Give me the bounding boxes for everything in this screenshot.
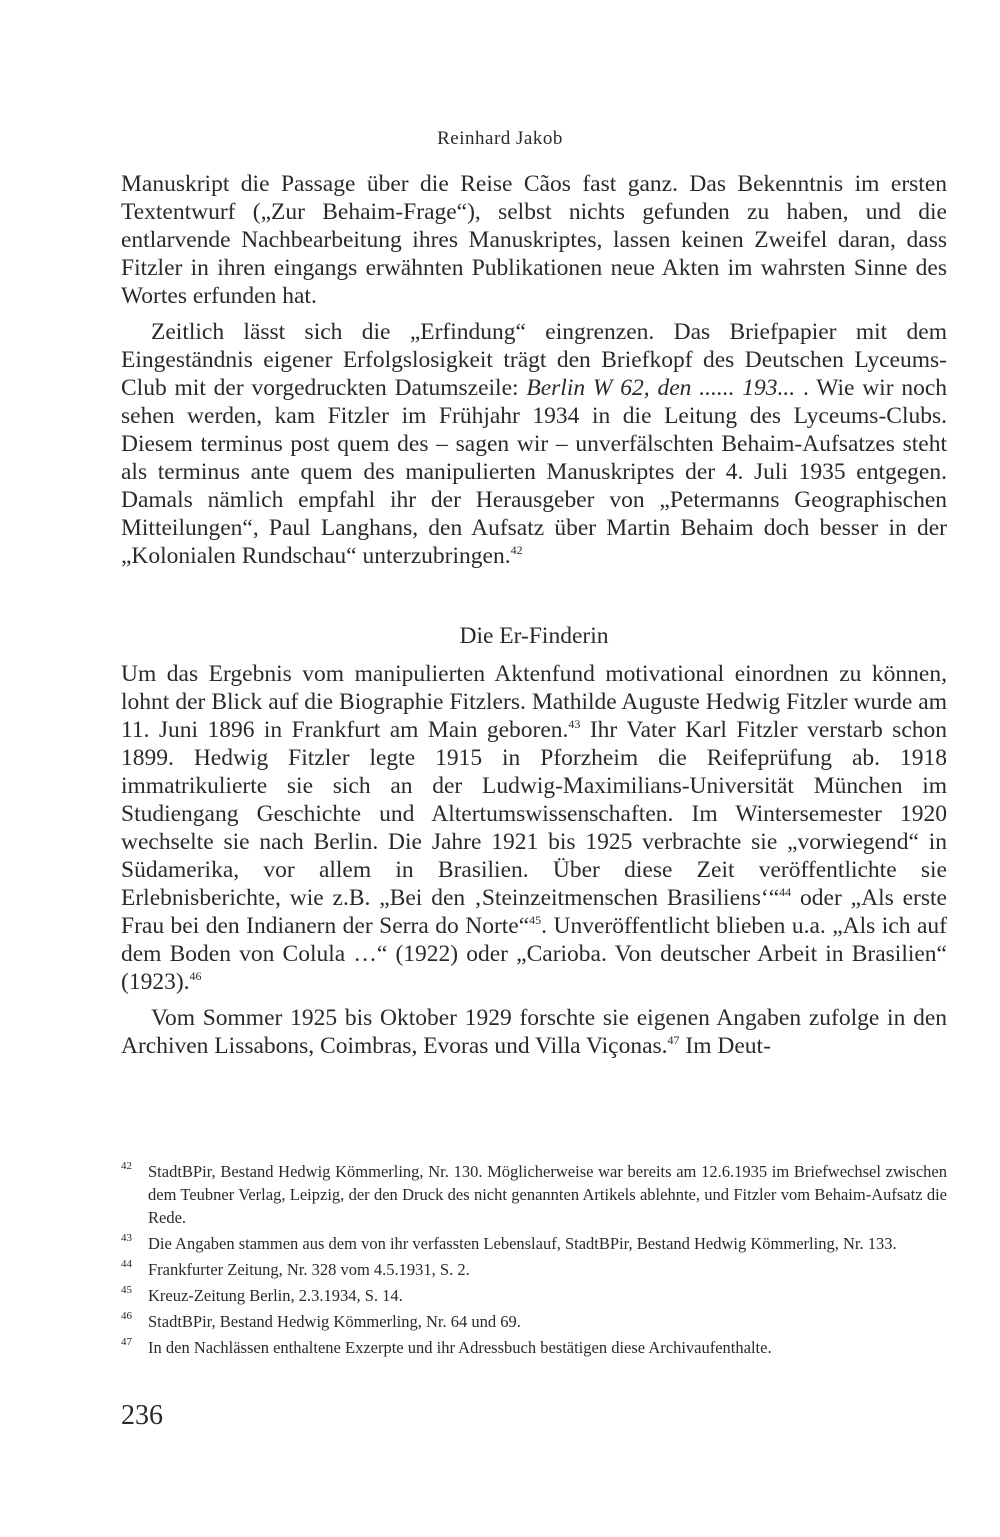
running-head: Reinhard Jakob [437, 128, 563, 149]
footnote-number: 45 [121, 1284, 132, 1296]
paragraph-3-text-d: . Unveröffentlicht blieben u.a. „Als ich auf dem Boden von Colula …“ (1922) oder „Carioba. Von deutscher Arbeit in Brasilien“ (1923). [121, 913, 947, 995]
footnote-text: StadtBPir, Bestand Hedwig Kömmerling, Nr. 130. Möglicherweise war bereits am 12.6.1935 im Briefwechsel zwischen dem Teubner Verlag, Leipzig, der den Druck des nicht genannten Artikels ablehnte, und Fitzler vom Behaim-Aufsatz die Rede. [148, 1162, 947, 1227]
paragraph-4 [121, 1004, 947, 1060]
footnote-ref-43[interactable]: 43 [568, 717, 581, 731]
footnote-number: 47 [121, 1336, 132, 1348]
paragraph-1: Manuskript die Passage über die Reise Cãos fast ganz. Das Bekenntnis im ersten Textentwurf („Zur Behaim-Frage“), selbst nichts gefunden zu haben, und die entlarvende Nachbearbeitung ihres Manuskriptes, lassen keinen Zweifel daran, dass Fitzler in ihren eingangs erwähnten Publikationen neue Akten im wahrsten Sinne des Wortes erfunden hat. [121, 171, 947, 309]
footnote-45 [121, 1284, 947, 1307]
footnote-44 [121, 1258, 947, 1281]
paragraph-4-text-b: Im Deut- [679, 1033, 771, 1059]
main-text [121, 170, 947, 1060]
footnotes [121, 1160, 947, 1362]
footnote-ref-42[interactable]: 42 [510, 543, 523, 557]
footnote-ref-46[interactable]: 46 [189, 969, 202, 983]
footnote-42 [121, 1160, 947, 1229]
paragraph-3-text-a: Um das Ergebnis vom manipulierten Aktenfund motivational einordnen zu können, lohnt der Blick auf die Biographie Fitzlers. Mathilde Auguste Hedwig Fitzler wurde am 11. Juni 1896 in Frankfurt am Main geboren. [121, 661, 947, 743]
paragraph-3-text-b: Ihr Vater Karl Fitzler verstarb schon 1899. Hedwig Fitzler legte 1915 in Pforzheim die Reifeprüfung ab. 1918 immatrikulierte sie sich an der Ludwig-Maximilians-Universität München im Studiengang Geschichte und Altertumswissenschaften. Im Wintersemester 1920 wechselte sie nach Berlin. Die Jahre 1921 bis 1925 verbrachte sie „vorwiegend“ in Südamerika, vor allem in Brasilien. Über diese Zeit veröffentlichte sie Erlebnisberichte, wie z.B. „Bei den ‚Steinzeitmenschen Brasiliens‘“ [121, 717, 948, 911]
footnote-text: Die Angaben stammen aus dem von ihr verfassten Lebenslauf, StadtBPir, Bestand Hedwig Kömmerling, Nr. 133. [148, 1234, 897, 1253]
paragraph-4-text-a: Vom Sommer 1925 bis Oktober 1929 forschte sie eigenen Angaben zufolge in den Archiven Lissabons, Coimbras, Evoras und Villa Viçonas. [121, 1005, 947, 1059]
footnote-43 [121, 1232, 947, 1255]
section-heading: Die Er-Finderin [459, 623, 609, 649]
paragraph-2-text-a: Zeitlich lässt sich die „Erfindung“ eingrenzen. Das Briefpapier mit dem Eingeständnis eigener Erfolgslosigkeit trägt den Briefkopf des Deutschen Lyceums-Club mit der vorgedruckten Datumszeile: [121, 319, 947, 401]
footnote-number: 46 [121, 1310, 132, 1322]
paragraph-2 [121, 318, 947, 570]
paragraph-2-text-b: . Wie wir noch sehen werden, kam Fitzler im Frühjahr 1934 in die Leitung des Lyceums-Clubs. Diesem terminus post quem des – sagen wir – unverfälschten Behaim-Aufsatzes steht als terminus ante quem des manipulierten Manuskriptes der 4. Juli 1935 entgegen. Damals nämlich empfahl ihr der Herausgeber von „Petermanns Geographischen Mitteilungen“, Paul Langhans, den Aufsatz über Martin Behaim doch besser in der „Kolonialen Rundschau“ unterzubringen. [121, 375, 948, 569]
footnote-text: Kreuz-Zeitung Berlin, 2.3.1934, S. 14. [148, 1286, 403, 1305]
footnote-text: Frankfurter Zeitung, Nr. 328 vom 4.5.1931, S. 2. [148, 1260, 470, 1279]
footnote-47 [121, 1336, 947, 1359]
footnote-text: StadtBPir, Bestand Hedwig Kömmerling, Nr. 64 und 69. [148, 1312, 521, 1331]
footnote-text: In den Nachlässen enthaltene Exzerpte und ihr Adressbuch bestätigen diese Archivaufenthalte. [148, 1338, 772, 1357]
footnote-number: 43 [121, 1232, 132, 1244]
footnote-number: 44 [121, 1258, 132, 1270]
paragraph-3 [121, 660, 947, 996]
footnote-ref-47[interactable]: 47 [667, 1033, 680, 1047]
footnote-number: 42 [121, 1160, 132, 1172]
footnote-ref-45[interactable]: 45 [529, 913, 542, 927]
paragraph-3-text-c: oder „Als erste Frau bei den Indianern der Serra do Norte“ [121, 885, 947, 939]
letterhead-date-line: Berlin W 62, den ...... 193... [526, 375, 796, 401]
footnote-46 [121, 1310, 947, 1333]
footnote-ref-44[interactable]: 44 [779, 885, 792, 899]
page-number: 236 [121, 1400, 163, 1431]
